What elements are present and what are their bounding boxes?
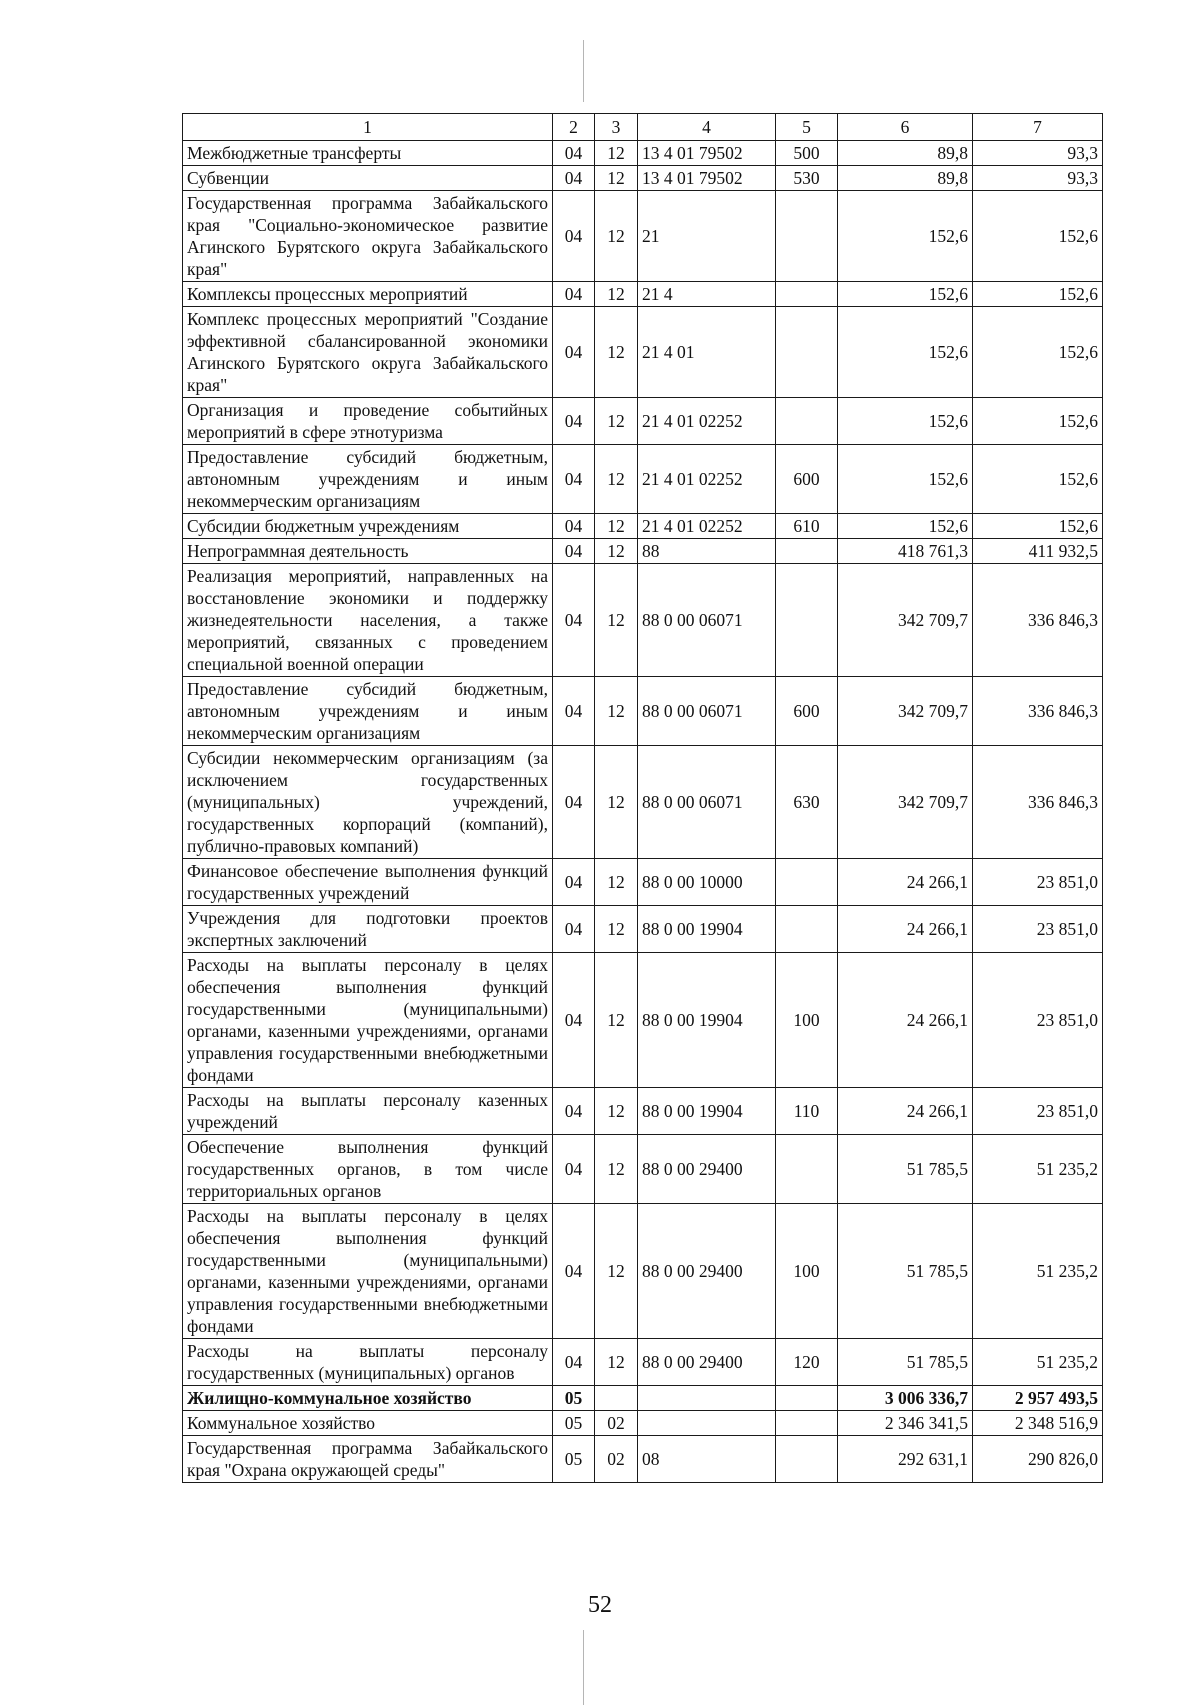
table-row <box>183 746 1103 859</box>
table-row <box>183 307 1103 398</box>
row-subsection: 12 <box>595 445 638 514</box>
row-amount-year1: 2 346 341,5 <box>838 1411 973 1436</box>
row-expense-type: 600 <box>776 445 838 514</box>
row-subsection: 12 <box>595 191 638 282</box>
row-expense-type <box>776 1411 838 1436</box>
row-amount-year2: 336 846,3 <box>973 564 1103 677</box>
table-row <box>183 282 1103 307</box>
row-name: Коммунальное хозяйство <box>183 1411 553 1436</box>
row-subsection <box>595 1386 638 1411</box>
row-expense-type: 110 <box>776 1088 838 1135</box>
row-target-article: 88 0 00 29400 <box>638 1204 776 1339</box>
row-amount-year2: 152,6 <box>973 191 1103 282</box>
row-amount-year1: 24 266,1 <box>838 953 973 1088</box>
row-target-article: 21 4 01 02252 <box>638 514 776 539</box>
row-section: 04 <box>553 564 595 677</box>
row-name: Государственная программа Забайкальского края "Охрана окружающей среды" <box>183 1436 553 1483</box>
table-row <box>183 141 1103 166</box>
row-section: 04 <box>553 677 595 746</box>
row-section: 04 <box>553 1088 595 1135</box>
row-subsection: 12 <box>595 906 638 953</box>
table-body <box>183 141 1103 1483</box>
row-expense-type <box>776 1386 838 1411</box>
row-name: Непрограммная деятельность <box>183 539 553 564</box>
row-expense-type <box>776 191 838 282</box>
row-name: Субсидии бюджетным учреждениям <box>183 514 553 539</box>
row-amount-year1: 51 785,5 <box>838 1135 973 1204</box>
row-name: Расходы на выплаты персоналу государственных (муниципальных) органов <box>183 1339 553 1386</box>
row-target-article: 88 <box>638 539 776 564</box>
col-header-1: 1 <box>183 114 553 141</box>
table-row <box>183 445 1103 514</box>
row-amount-year2: 2 957 493,5 <box>973 1386 1103 1411</box>
col-header-3: 3 <box>595 114 638 141</box>
row-amount-year1: 51 785,5 <box>838 1339 973 1386</box>
row-amount-year2: 51 235,2 <box>973 1135 1103 1204</box>
row-amount-year1: 152,6 <box>838 398 973 445</box>
row-amount-year1: 24 266,1 <box>838 1088 973 1135</box>
table-row <box>183 564 1103 677</box>
row-amount-year1: 152,6 <box>838 191 973 282</box>
row-section: 04 <box>553 859 595 906</box>
table-row <box>183 166 1103 191</box>
row-name: Учреждения для подготовки проектов экспертных заключений <box>183 906 553 953</box>
row-target-article: 08 <box>638 1436 776 1483</box>
binding-mark-top <box>583 40 584 102</box>
row-name: Обеспечение выполнения функций государственных органов, в том числе территориальных органов <box>183 1135 553 1204</box>
row-subsection: 12 <box>595 166 638 191</box>
row-section: 04 <box>553 746 595 859</box>
row-section: 04 <box>553 1135 595 1204</box>
row-target-article: 88 0 00 06071 <box>638 564 776 677</box>
row-subsection: 12 <box>595 1204 638 1339</box>
row-section: 04 <box>553 539 595 564</box>
row-expense-type: 100 <box>776 1204 838 1339</box>
row-section: 04 <box>553 906 595 953</box>
row-amount-year2: 152,6 <box>973 307 1103 398</box>
row-target-article: 21 4 01 02252 <box>638 445 776 514</box>
row-amount-year2: 51 235,2 <box>973 1339 1103 1386</box>
row-expense-type <box>776 282 838 307</box>
row-amount-year1: 342 709,7 <box>838 677 973 746</box>
binding-mark-bottom <box>583 1630 584 1705</box>
row-amount-year1: 292 631,1 <box>838 1436 973 1483</box>
row-expense-type <box>776 307 838 398</box>
row-subsection: 12 <box>595 953 638 1088</box>
row-amount-year2: 93,3 <box>973 141 1103 166</box>
table-row <box>183 539 1103 564</box>
row-target-article: 88 0 00 10000 <box>638 859 776 906</box>
table-row <box>183 398 1103 445</box>
row-amount-year1: 89,8 <box>838 166 973 191</box>
row-target-article: 88 0 00 06071 <box>638 746 776 859</box>
page-number: 52 <box>588 1592 612 1618</box>
row-name: Жилищно-коммунальное хозяйство <box>183 1386 553 1411</box>
col-header-5: 5 <box>776 114 838 141</box>
table-row <box>183 953 1103 1088</box>
header-row <box>183 114 1103 141</box>
row-amount-year2: 152,6 <box>973 398 1103 445</box>
row-expense-type: 630 <box>776 746 838 859</box>
row-name: Межбюджетные трансферты <box>183 141 553 166</box>
row-expense-type <box>776 1135 838 1204</box>
row-subsection: 12 <box>595 859 638 906</box>
row-section: 04 <box>553 398 595 445</box>
row-amount-year2: 2 348 516,9 <box>973 1411 1103 1436</box>
row-amount-year2: 152,6 <box>973 445 1103 514</box>
row-amount-year1: 152,6 <box>838 445 973 514</box>
row-subsection: 12 <box>595 398 638 445</box>
row-section: 04 <box>553 141 595 166</box>
row-amount-year2: 51 235,2 <box>973 1204 1103 1339</box>
row-subsection: 12 <box>595 1339 638 1386</box>
row-target-article: 88 0 00 19904 <box>638 906 776 953</box>
row-expense-type: 600 <box>776 677 838 746</box>
row-target-article <box>638 1386 776 1411</box>
row-amount-year2: 23 851,0 <box>973 953 1103 1088</box>
row-section: 04 <box>553 514 595 539</box>
row-expense-type <box>776 398 838 445</box>
row-amount-year1: 89,8 <box>838 141 973 166</box>
table-row <box>183 191 1103 282</box>
row-name: Государственная программа Забайкальского края "Социально-экономическое развитие Агинского Бурятского округа Забайкальского края" <box>183 191 553 282</box>
row-target-article: 21 <box>638 191 776 282</box>
row-amount-year2: 23 851,0 <box>973 1088 1103 1135</box>
row-subsection: 02 <box>595 1411 638 1436</box>
row-section: 04 <box>553 445 595 514</box>
row-subsection: 12 <box>595 141 638 166</box>
row-name: Предоставление субсидий бюджетным, автономным учреждениям и иным некоммерческим организациям <box>183 677 553 746</box>
col-header-4: 4 <box>638 114 776 141</box>
row-name: Субсидии некоммерческим организациям (за исключением государственных (муниципальных) учреждений, государственных корпораций (компаний), публично-правовых компаний) <box>183 746 553 859</box>
row-section: 04 <box>553 307 595 398</box>
table-row <box>183 1386 1103 1411</box>
table-row <box>183 1411 1103 1436</box>
row-amount-year1: 3 006 336,7 <box>838 1386 973 1411</box>
table-row <box>183 906 1103 953</box>
row-name: Расходы на выплаты персоналу в целях обеспечения выполнения функций государственными (муниципальными) органами, казенными учреждениями, органами управления государственными внебюджетными фондами <box>183 1204 553 1339</box>
row-amount-year1: 418 761,3 <box>838 539 973 564</box>
table-row <box>183 1339 1103 1386</box>
row-subsection: 12 <box>595 1088 638 1135</box>
row-amount-year1: 342 709,7 <box>838 564 973 677</box>
row-expense-type: 610 <box>776 514 838 539</box>
row-name: Комплексы процессных мероприятий <box>183 282 553 307</box>
table-row <box>183 514 1103 539</box>
row-amount-year1: 51 785,5 <box>838 1204 973 1339</box>
row-target-article: 88 0 00 29400 <box>638 1339 776 1386</box>
table-row <box>183 1204 1103 1339</box>
row-name: Предоставление субсидий бюджетным, автономным учреждениям и иным некоммерческим организациям <box>183 445 553 514</box>
row-subsection: 12 <box>595 677 638 746</box>
row-target-article: 88 0 00 06071 <box>638 677 776 746</box>
row-section: 04 <box>553 191 595 282</box>
row-name: Финансовое обеспечение выполнения функций государственных учреждений <box>183 859 553 906</box>
row-amount-year2: 23 851,0 <box>973 859 1103 906</box>
row-expense-type: 100 <box>776 953 838 1088</box>
row-amount-year1: 152,6 <box>838 514 973 539</box>
table-row <box>183 1135 1103 1204</box>
row-expense-type: 530 <box>776 166 838 191</box>
row-amount-year1: 152,6 <box>838 282 973 307</box>
row-amount-year2: 152,6 <box>973 514 1103 539</box>
row-subsection: 12 <box>595 307 638 398</box>
col-header-2: 2 <box>553 114 595 141</box>
table-row <box>183 859 1103 906</box>
row-subsection: 12 <box>595 564 638 677</box>
row-subsection: 02 <box>595 1436 638 1483</box>
row-expense-type <box>776 1436 838 1483</box>
row-target-article: 88 0 00 19904 <box>638 953 776 1088</box>
row-amount-year1: 342 709,7 <box>838 746 973 859</box>
row-amount-year1: 152,6 <box>838 307 973 398</box>
table-row <box>183 1088 1103 1135</box>
row-target-article: 88 0 00 19904 <box>638 1088 776 1135</box>
row-subsection: 12 <box>595 514 638 539</box>
row-expense-type <box>776 859 838 906</box>
row-section: 04 <box>553 166 595 191</box>
row-amount-year2: 23 851,0 <box>973 906 1103 953</box>
table-row <box>183 1436 1103 1483</box>
row-amount-year1: 24 266,1 <box>838 859 973 906</box>
row-section: 04 <box>553 1204 595 1339</box>
col-header-7: 7 <box>973 114 1103 141</box>
row-target-article: 21 4 01 02252 <box>638 398 776 445</box>
row-subsection: 12 <box>595 1135 638 1204</box>
row-expense-type <box>776 564 838 677</box>
row-name: Расходы на выплаты персоналу казенных учреждений <box>183 1088 553 1135</box>
row-expense-type: 120 <box>776 1339 838 1386</box>
row-amount-year2: 290 826,0 <box>973 1436 1103 1483</box>
row-section: 04 <box>553 953 595 1088</box>
row-section: 04 <box>553 282 595 307</box>
row-name: Реализация мероприятий, направленных на восстановление экономики и поддержку жизнедеятельности населения, а также мероприятий, связанных с проведением специальной военной операции <box>183 564 553 677</box>
row-section: 05 <box>553 1411 595 1436</box>
row-name: Расходы на выплаты персоналу в целях обеспечения выполнения функций государственными (муниципальными) органами, казенными учреждениями, органами управления государственными внебюджетными фондами <box>183 953 553 1088</box>
row-target-article: 21 4 01 <box>638 307 776 398</box>
row-expense-type: 500 <box>776 141 838 166</box>
row-amount-year2: 411 932,5 <box>973 539 1103 564</box>
row-amount-year1: 24 266,1 <box>838 906 973 953</box>
row-amount-year2: 336 846,3 <box>973 677 1103 746</box>
row-name: Организация и проведение событийных мероприятий в сфере этнотуризма <box>183 398 553 445</box>
row-target-article: 13 4 01 79502 <box>638 141 776 166</box>
row-target-article: 21 4 <box>638 282 776 307</box>
col-header-6: 6 <box>838 114 973 141</box>
row-target-article: 13 4 01 79502 <box>638 166 776 191</box>
row-target-article: 88 0 00 29400 <box>638 1135 776 1204</box>
row-subsection: 12 <box>595 746 638 859</box>
row-name: Субвенции <box>183 166 553 191</box>
row-amount-year2: 336 846,3 <box>973 746 1103 859</box>
budget-table <box>182 113 1103 1483</box>
row-expense-type <box>776 539 838 564</box>
row-name: Комплекс процессных мероприятий "Создание эффективной сбалансированной экономики Агинского Бурятского округа Забайкальского края" <box>183 307 553 398</box>
table-row <box>183 677 1103 746</box>
row-section: 04 <box>553 1339 595 1386</box>
row-amount-year2: 152,6 <box>973 282 1103 307</box>
row-amount-year2: 93,3 <box>973 166 1103 191</box>
row-target-article <box>638 1411 776 1436</box>
row-section: 05 <box>553 1386 595 1411</box>
row-subsection: 12 <box>595 282 638 307</box>
row-subsection: 12 <box>595 539 638 564</box>
row-section: 05 <box>553 1436 595 1483</box>
row-expense-type <box>776 906 838 953</box>
